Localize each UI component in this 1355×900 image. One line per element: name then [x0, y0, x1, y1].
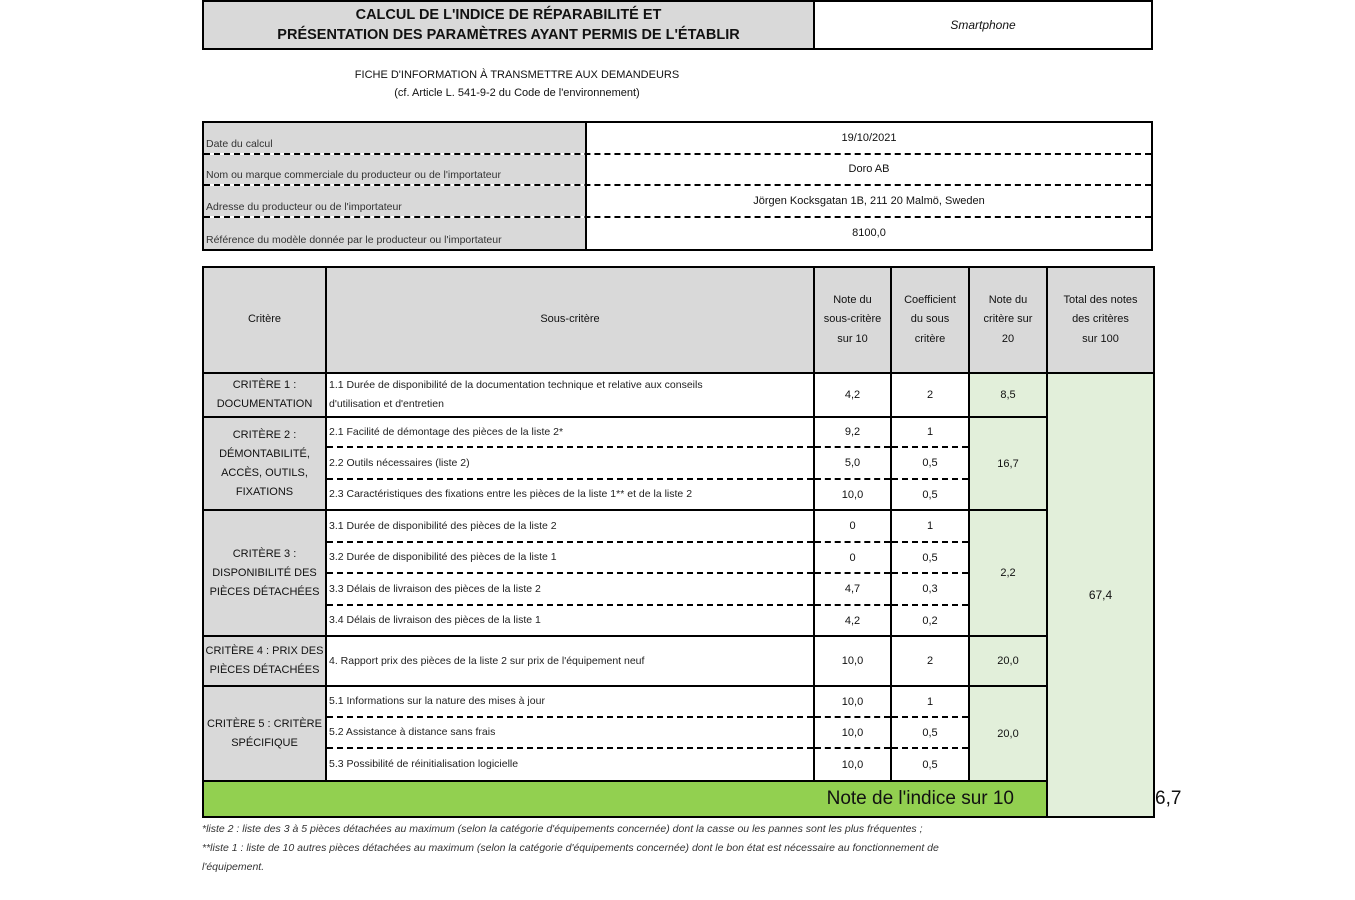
info-row — [204, 155, 1151, 187]
info-value: Jörgen Kocksgatan 1B, 211 20 Malmö, Sweden — [753, 194, 985, 207]
sub-criterion-note: 0 — [814, 510, 891, 542]
info-label: Nom ou marque commerciale du producteur ou de l'importateur — [204, 155, 587, 185]
sub-criterion-label: 3.4 Délais de livraison des pièces de la liste 1 — [326, 605, 814, 636]
sub-criterion-coef: 0,2 — [891, 605, 969, 636]
info-row — [204, 186, 1151, 218]
criterion-2-name: CRITÈRE 2 : DÉMONTABILITÉ, ACCÈS, OUTILS, FIXATIONS — [203, 417, 326, 510]
col-header-coefficient: Coefficient du sous critère — [891, 267, 969, 373]
sub-criterion-note: 4,2 — [814, 605, 891, 636]
repairability-sheet — [202, 0, 1182, 873]
sub-criterion-label: 2.1 Facilité de démontage des pièces de la liste 2* — [326, 417, 814, 447]
sub-criterion-note: 4,7 — [814, 573, 891, 605]
info-value: 19/10/2021 — [841, 131, 897, 144]
table-header-row — [203, 267, 1154, 373]
sub-criterion-label: 2.2 Outils nécessaires (liste 2) — [326, 447, 814, 479]
table-row — [203, 417, 1154, 447]
info-table — [202, 121, 1153, 251]
criterion-1-name: CRITÈRE 1 : DOCUMENTATION — [203, 373, 326, 417]
sub-criterion-note: 10,0 — [814, 686, 891, 717]
sheet-title-line1: CALCUL DE L'INDICE DE RÉPARABILITÉ ET — [355, 7, 662, 23]
sheet-title — [204, 2, 815, 48]
criteria-table-wrapper — [202, 266, 1182, 818]
criterion-4-name: CRITÈRE 4 : PRIX DES PIÈCES DÉTACHÉES — [203, 636, 326, 686]
sub-criterion-coef: 0,5 — [891, 717, 969, 748]
criteria-table — [202, 266, 1182, 818]
sub-criterion-coef: 0,5 — [891, 447, 969, 479]
sheet-header — [202, 0, 1153, 50]
total-score: 67,4 — [1047, 373, 1154, 817]
info-label: Adresse du producteur ou de l'importateur — [204, 186, 587, 216]
info-row — [204, 218, 1151, 250]
subtitle-line1: FICHE D'INFORMATION À TRANSMETTRE AUX DEMANDEURS — [354, 69, 680, 81]
sub-criterion-coef: 2 — [891, 373, 969, 417]
sub-criterion-label: 3.2 Durée de disponibilité des pièces de la liste 1 — [326, 542, 814, 573]
info-label: Référence du modèle donnée par le producteur ou l'importateur — [204, 218, 587, 250]
footnote-1: *liste 2 : liste des 3 à 5 pièces détachées au maximum (selon la catégorie d'équipements concernée) dont la casse ou les pannes sont les plus fréquentes ; — [202, 823, 923, 835]
sub-criterion-label: 5.1 Informations sur la nature des mises à jour — [326, 686, 814, 717]
sub-criterion-coef: 1 — [891, 417, 969, 447]
footnote-2-cont: l'équipement. — [202, 861, 265, 873]
criterion-5-name: CRITÈRE 5 : CRITÈRE SPÉCIFIQUE — [203, 686, 326, 781]
sub-criterion-coef: 0,3 — [891, 573, 969, 605]
sub-criterion-note: 10,0 — [814, 636, 891, 686]
footnote-2: **liste 1 : liste de 10 autres pièces détachées au maximum (selon la catégorie d'équipements concernée) dont le bon état est nécessaire au fonctionnement de — [202, 842, 939, 854]
sub-criterion-note: 5,0 — [814, 447, 891, 479]
sub-criterion-coef: 1 — [891, 510, 969, 542]
sub-criterion-label: 3.3 Délais de livraison des pièces de la liste 2 — [326, 573, 814, 605]
sub-criterion-coef: 0,5 — [891, 748, 969, 781]
sub-criterion-note: 4,2 — [814, 373, 891, 417]
sub-criterion-label: 5.2 Assistance à distance sans frais — [326, 717, 814, 748]
table-row — [203, 510, 1154, 542]
info-value: 8100,0 — [852, 227, 886, 240]
final-score-row: Note de l'indice sur 10 6,7 — [203, 781, 1154, 817]
footnotes — [202, 820, 1153, 877]
sub-criterion-note: 9,2 — [814, 417, 891, 447]
criterion-3-name: CRITÈRE 3 : DISPONIBILITÉ DES PIÈCES DÉTACHÉES — [203, 510, 326, 636]
sheet-subtitle — [202, 66, 832, 102]
sub-criterion-coef: 0,5 — [891, 542, 969, 573]
criterion-1-score: 8,5 — [969, 373, 1047, 417]
sub-criterion-coef: 0,5 — [891, 479, 969, 510]
sub-criterion-coef: 1 — [891, 686, 969, 717]
sub-criterion-label: 5.3 Possibilité de réinitialisation logicielle — [326, 748, 814, 781]
sub-criterion-note: 10,0 — [814, 479, 891, 510]
sub-criterion-label: 2.3 Caractéristiques des fixations entre les pièces de la liste 1** et de la liste 2 — [326, 479, 814, 510]
col-header-total: Total des notes des critères sur 100 — [1047, 267, 1154, 373]
sub-criterion-note: 10,0 — [814, 717, 891, 748]
criterion-2-score: 16,7 — [969, 417, 1047, 510]
col-header-sous-critere: Sous-critère — [326, 267, 814, 373]
final-score-label: Note de l'indice sur 10 — [203, 781, 1047, 817]
col-header-note-sous: Note du sous-critère sur 10 — [814, 267, 891, 373]
subtitle-line2: (cf. Article L. 541-9-2 du Code de l'environnement) — [394, 87, 640, 99]
sub-criterion-coef: 2 — [891, 636, 969, 686]
table-row — [203, 686, 1154, 717]
sub-criterion-note: 10,0 — [814, 748, 891, 781]
info-value: Doro AB — [848, 163, 890, 176]
sub-criterion-label: 3.1 Durée de disponibilité des pièces de la liste 2 — [326, 510, 814, 542]
info-label: Date du calcul — [204, 123, 587, 153]
col-header-note-critere: Note du critère sur 20 — [969, 267, 1047, 373]
col-header-critere: Critère — [203, 267, 326, 373]
sub-criterion-note: 0 — [814, 542, 891, 573]
sheet-title-line2: PRÉSENTATION DES PARAMÈTRES AYANT PERMIS DE L'ÉTABLIR — [277, 27, 740, 43]
table-row — [203, 373, 1154, 417]
product-category: Smartphone — [950, 18, 1016, 32]
criterion-4-score: 20,0 — [969, 636, 1047, 686]
criterion-5-score: 20,0 — [969, 686, 1047, 781]
info-row — [204, 123, 1151, 155]
sub-criterion-label: 1.1 Durée de disponibilité de la documentation technique et relative aux conseils d'utilisation et d'entretien — [326, 373, 814, 417]
criterion-3-score: 2,2 — [969, 510, 1047, 636]
table-row — [203, 636, 1154, 686]
sub-criterion-label: 4. Rapport prix des pièces de la liste 2 sur prix de l'équipement neuf — [326, 636, 814, 686]
